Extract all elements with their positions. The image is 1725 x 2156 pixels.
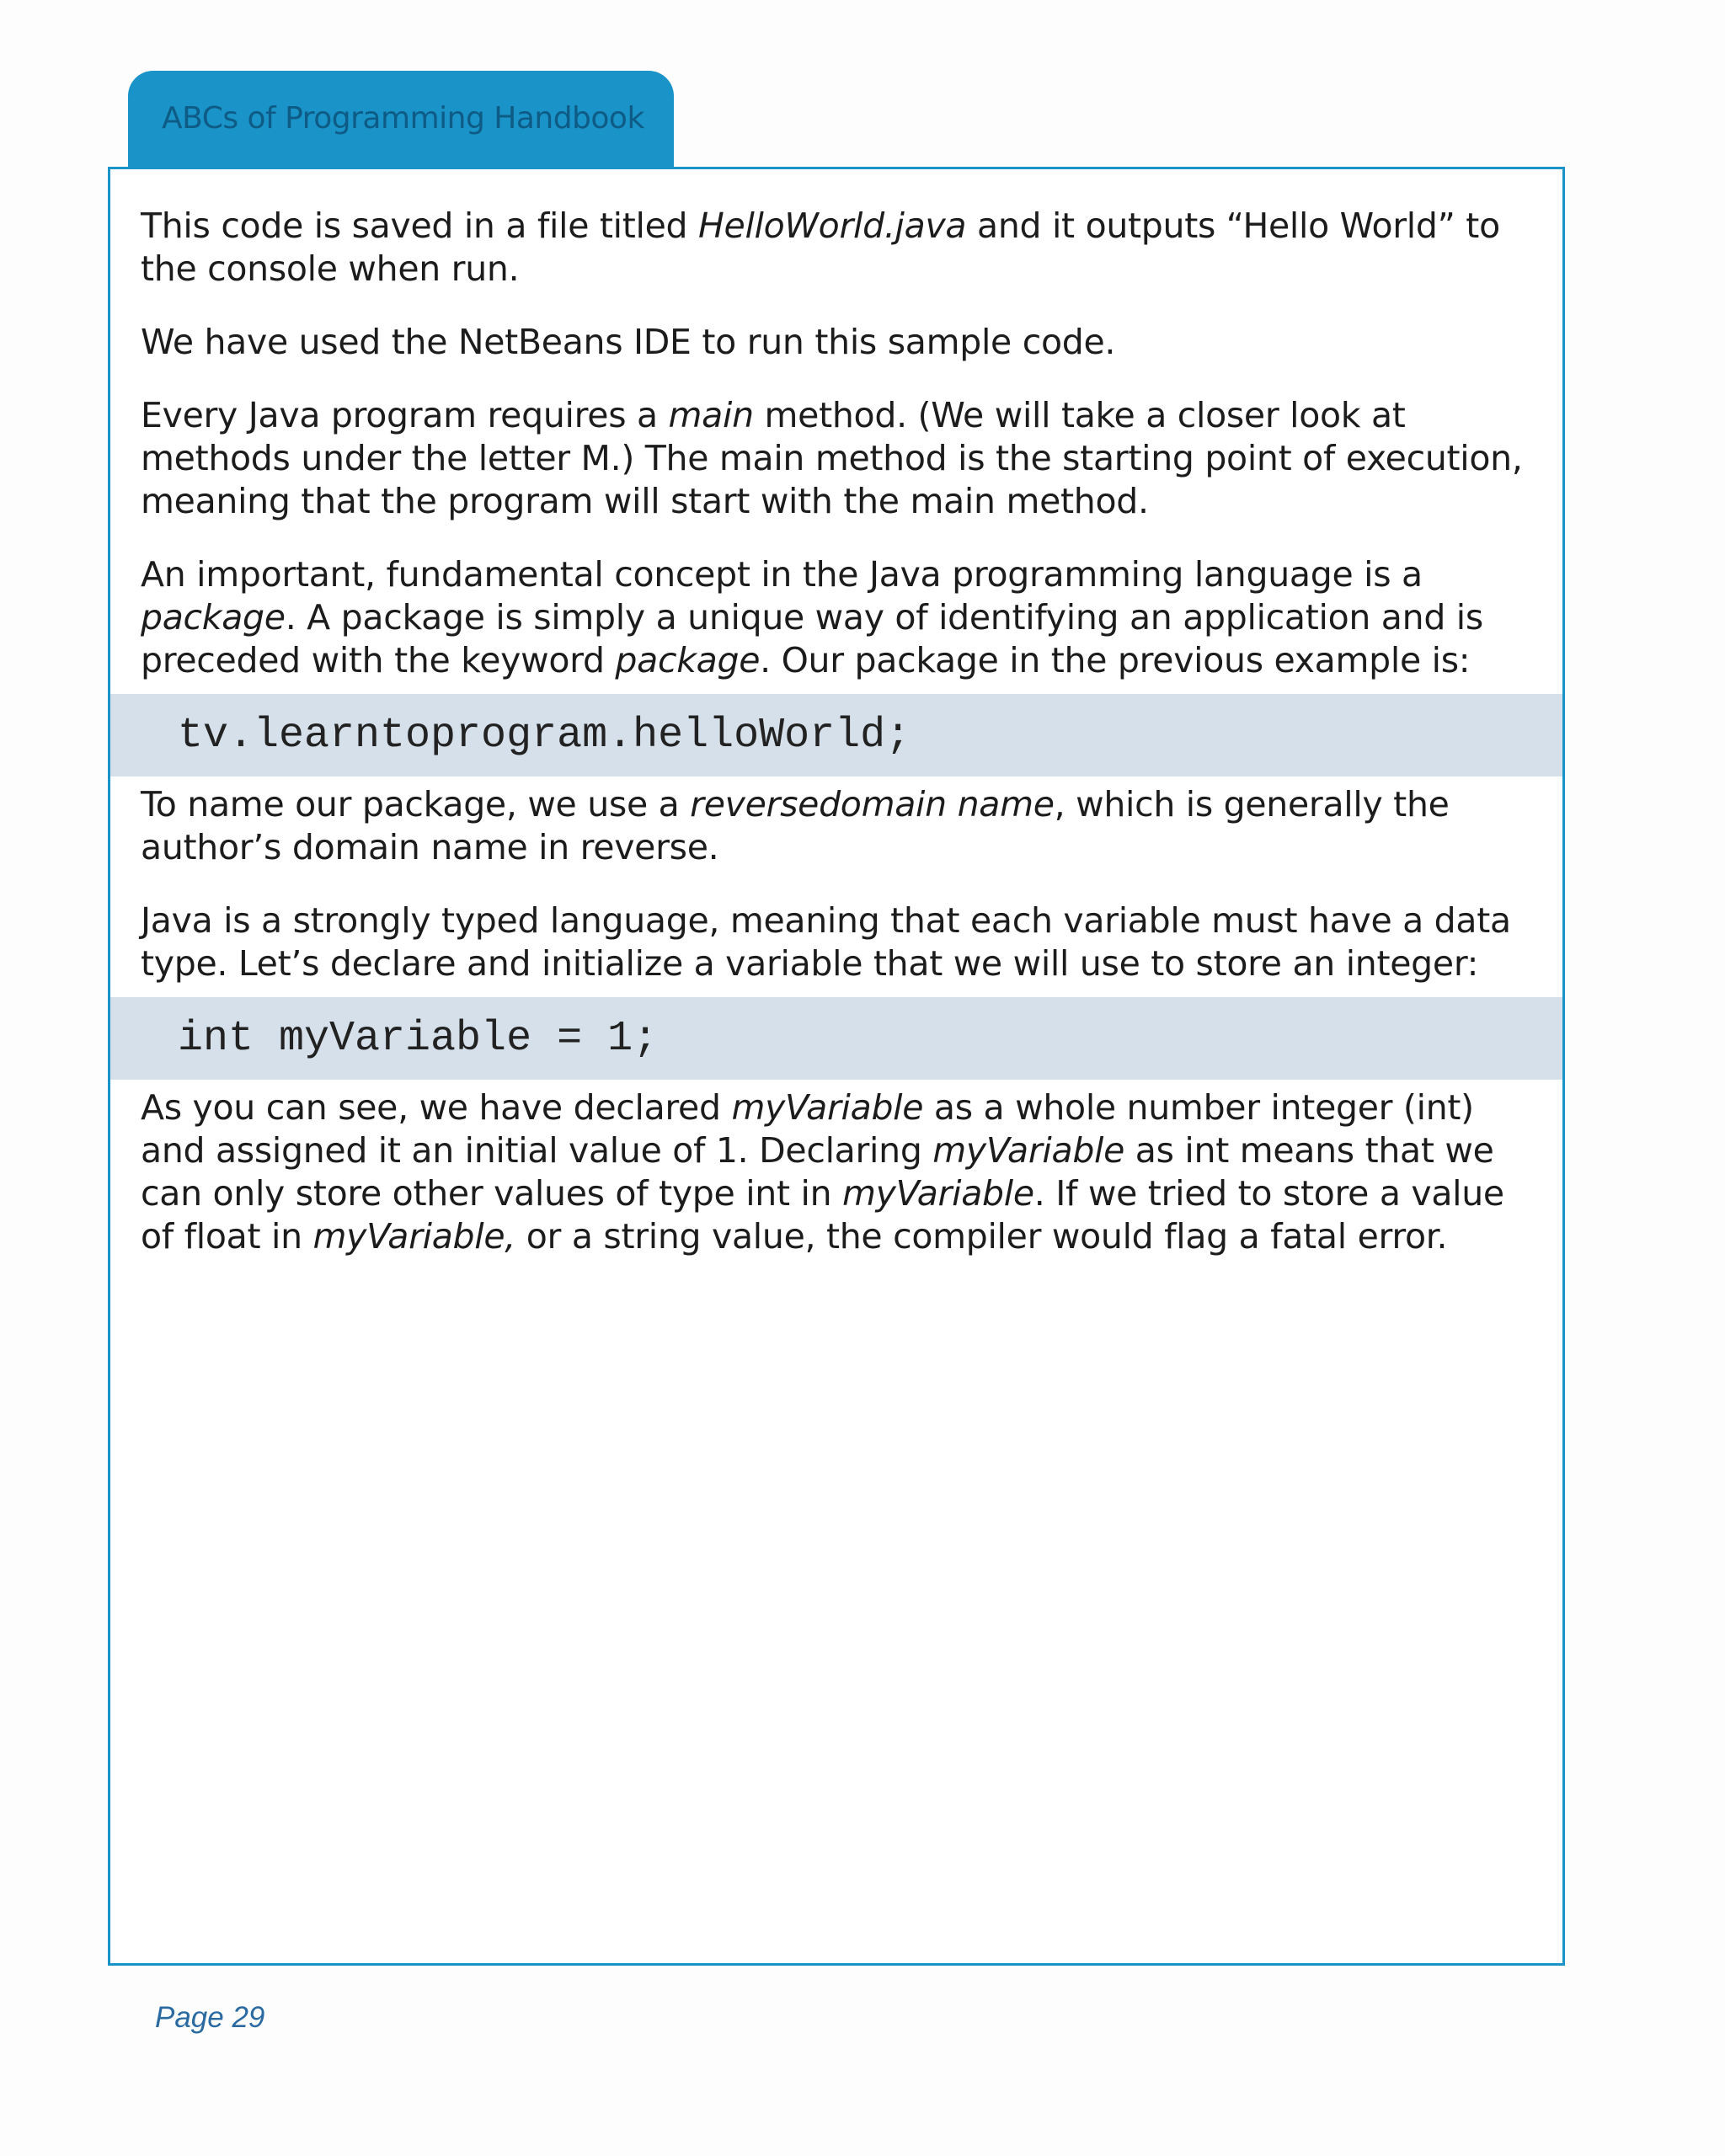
paragraph-4: An important, fundamental concept in the Java programming language is a package. A package is simply a unique way of identifying an application and is preceded with the keyword package. Our package in the previous example is: — [141, 554, 1483, 680]
code-block-package: tv.learntoprogram.helloWorld; — [110, 694, 1562, 776]
paragraph-3: Every Java program requires a main method. (We will take a closer look at methods under the letter M.) The main method is the starting point of execution, meaning that the program will start with the main method. — [141, 395, 1523, 521]
paragraph-5: To name our package, we use a reversedomain name, which is generally the author’s domain name in reverse. — [141, 784, 1450, 867]
code-block-variable: int myVariable = 1; — [110, 997, 1562, 1080]
paragraph-1: This code is saved in a file titled HelloWorld.java and it outputs “Hello World” to the console when run. — [141, 205, 1500, 289]
content-box — [108, 167, 1565, 1966]
paragraph-6: Java is a strongly typed language, meaning that each variable must have a data type. Let’s declare and initialize a variable that we will use to store an integer: — [141, 900, 1511, 984]
header-title: ABCs of Programming Handbook — [162, 101, 644, 136]
header-tab — [128, 71, 674, 168]
paragraph-2: We have used the NetBeans IDE to run this sample code. — [141, 322, 1116, 362]
page-number: Page 29 — [155, 2001, 265, 2034]
paragraph-7: As you can see, we have declared myVariable as a whole number integer (int) and assigned it an initial value of 1. Declaring myVariable as int means that we can only store other values of type int in myVariable. If we tried to store a value of float in myVariable, or a string value, the compiler would flag a fatal error. — [141, 1087, 1504, 1257]
